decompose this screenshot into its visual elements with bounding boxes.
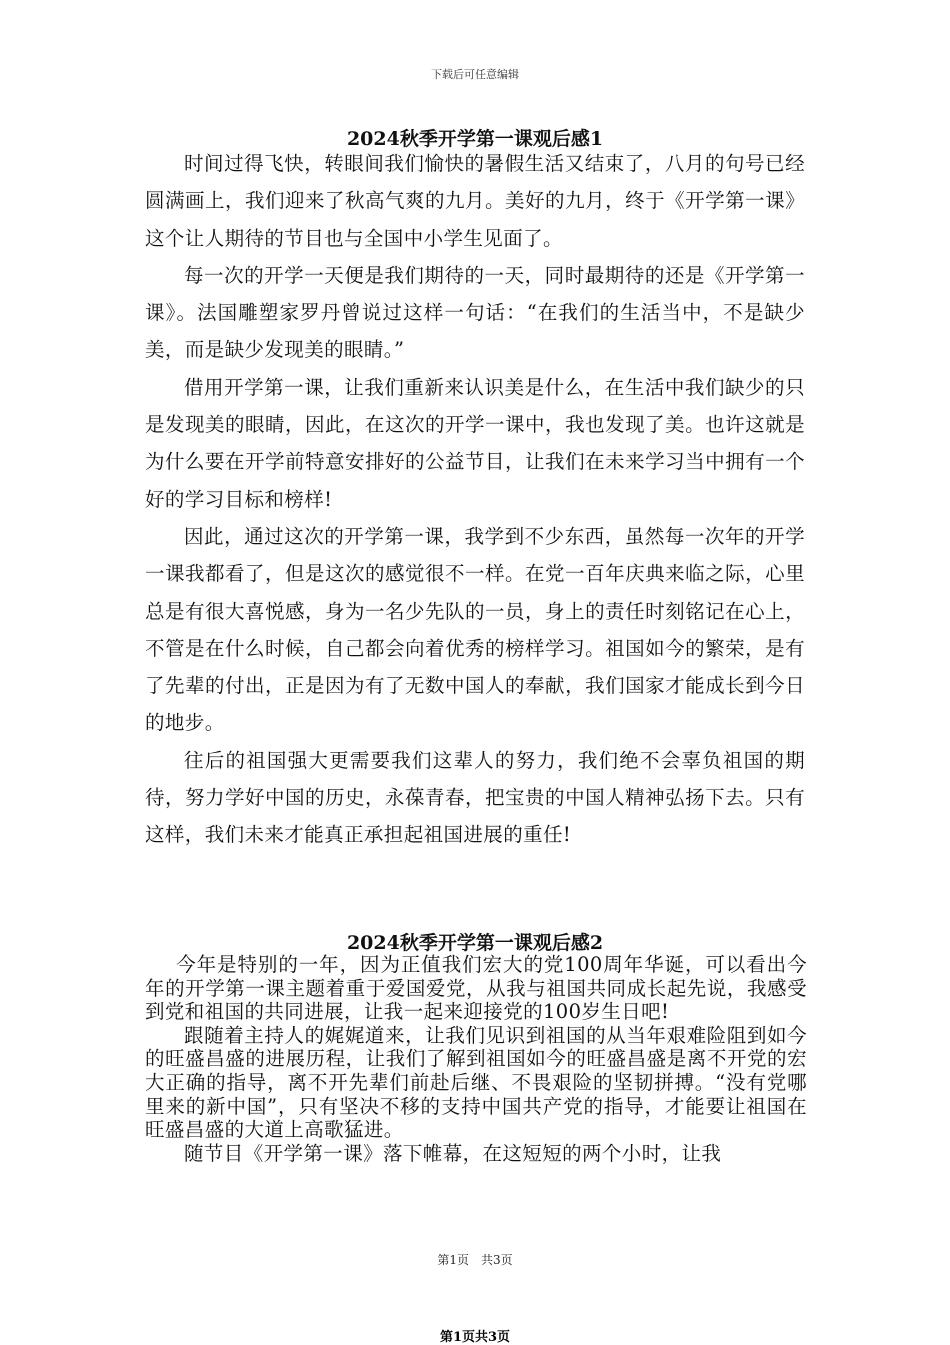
- essay-1-paragraph: 借用开学第一课，让我们重新来认识美是什么，在生活中我们缺少的只是发现美的眼睛，因此，在这次的开学一课中，我也发现了美。也许这就是为什么要在开学前特意安排好的公益节目，让我们在未来学习当中拥有一个好的学习目标和榜样!: [145, 375, 805, 511]
- essay-2-paragraph: 跟随着主持人的娓娓道来，让我们见识到祖国的从当年艰难险阻到如今的旺盛昌盛的进展历程，让我们了解到祖国如今的旺盛昌盛是离不开党的宏大正确的指导，离不开先辈们前赴后继、不畏艰险的坚韧拼搏。“没有党哪里来的新中国”，只有坚决不移的支持中国共产党的指导，才能要让祖国在旺盛昌盛的大道上高歌猛进。: [145, 1023, 807, 1142]
- header-note: 下载后可任意编辑: [431, 68, 519, 81]
- essay-2-title: 2024秋季开学第一课观后感2: [346, 932, 604, 954]
- essay-1-body: [145, 145, 805, 854]
- essay-2-body: [145, 953, 807, 1165]
- essay-2-paragraph: 今年是特别的一年，因为正值我们宏大的党100周年华诞，可以看出今年的开学第一课主题着重于爱国爱党，从我与祖国共同成长起先说，我感受到党和祖国的共同进展，让我一起来迎接党的100岁生日吧!: [145, 953, 807, 1024]
- essay-2-paragraph: 随节目《开学第一课》落下帷幕，在这短短的两个小时，让我: [184, 1141, 722, 1165]
- essay-1-paragraph: 时间过得飞快，转眼间我们愉快的暑假生活又结束了，八月的句号已经圆满画上，我们迎来了秋高气爽的九月。美好的九月，终于《开学第一课》这个让人期待的节目也与全国中小学生见面了。: [145, 152, 805, 250]
- essay-1-paragraph: 往后的祖国强大更需要我们这辈人的努力，我们绝不会辜负祖国的期待，努力学好中国的历史，永葆青春，把宝贵的中国人精神弘扬下去。只有这样，我们未来才能真正承担起祖国进展的重任!: [145, 748, 805, 847]
- essay-1-paragraph: 因此，通过这次的开学第一课，我学到不少东西，虽然每一次年的开学一课我都看了，但是这次的感觉很不一样。在党一百年庆典来临之际，心里总是有很大喜悦感，身为一名少先队的一员，身上的责任时刻铭记在心上，不管是在什么时候，自己都会向着优秀的榜样学习。祖国如今的繁荣，是有了先辈的付出，正是因为有了无数中国人的奉献，我们国家才能成长到今日的地步。: [145, 524, 805, 735]
- essay-1-title: 2024秋季开学第一课观后感1: [346, 128, 604, 150]
- page-footer: 第1页 共3页: [437, 1253, 513, 1267]
- page-counter: 第1页共3页: [439, 1330, 511, 1345]
- essay-1-paragraph: 每一次的开学一天便是我们期待的一天，同时最期待的还是《开学第一课》。法国雕塑家罗丹曾说过这样一句话：“在我们的生活当中，不是缺少美，而是缺少发现美的眼睛。”: [145, 263, 805, 362]
